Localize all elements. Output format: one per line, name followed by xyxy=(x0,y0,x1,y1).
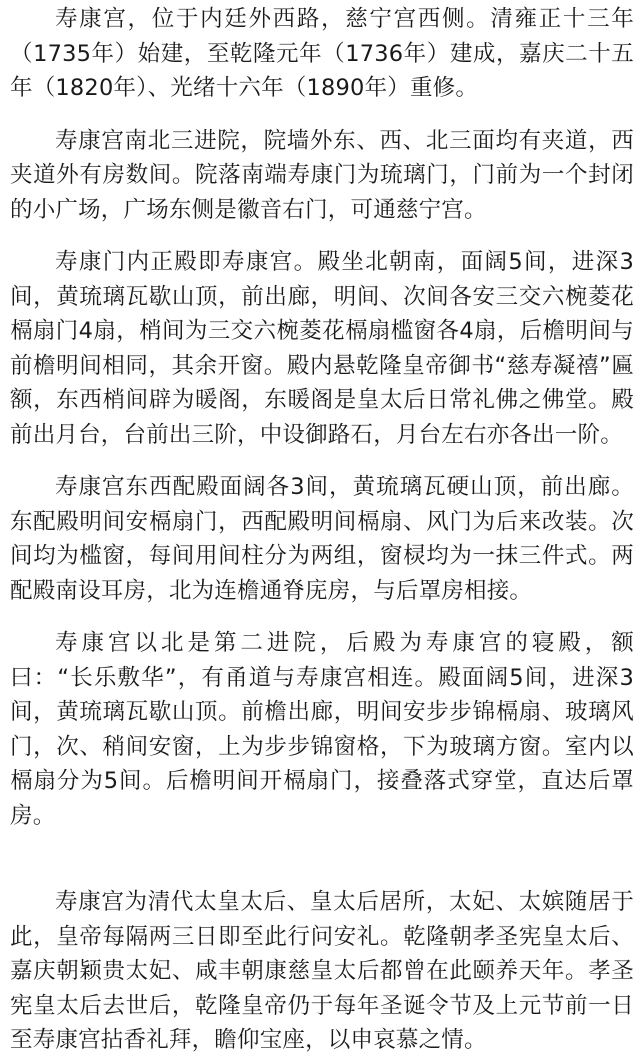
paragraph-history: 寿康宫，位于内廷外西路，慈宁宫西侧。清雍正十三年（1735年）始建，至乾隆元年（1736年）建成，嘉庆二十五年（1820年）、光绪十六年（1890年）重修。 xyxy=(10,6,634,101)
paragraph-courtyard-layout: 寿康宫南北三进院，院墙外东、西、北三面均有夹道，西夹道外有房数间。院落南端寿康门为琉璃门，门前为一个封闭的小广场，广场东侧是徽音右门，可通慈宁宫。 xyxy=(10,127,634,223)
article-body xyxy=(10,2,634,1058)
section-spacer xyxy=(10,833,634,885)
paragraph-rear-hall: 寿康宫以北是第二进院，后殿为寿康宫的寝殿，额曰：“长乐敷华”，有甬道与寿康宫相连。殿面阔5间，进深3间，黄琉璃瓦歇山顶。前檐出廊，明间安步步锦槅扇、玻璃风门，次、稍间安窗，上为步步锦窗格，下为玻璃方窗。室内以槅扇分为5间。后檐明间开槅扇门，接叠落式穿堂，直达后罩房。 xyxy=(10,630,634,829)
paragraph-side-halls: 寿康宫东西配殿面阔各3间，黄琉璃瓦硬山顶，前出廊。东配殿明间安槅扇门，西配殿明间槅扇、风门为后来改装。次间均为槛窗，每间用间柱分为两组，窗棂均为一抹三件式。两配殿南设耳房，北为连檐通脊庑房，与后罩房相接。 xyxy=(10,474,634,604)
paragraph-main-hall: 寿康门内正殿即寿康宫。殿坐北朝南，面阔5间，进深3间，黄琉璃瓦歇山顶，前出廊，明间、次间各安三交六椀菱花槅扇门4扇，梢间为三交六椀菱花槅扇槛窗各4扇，后檐明间与前檐明间相同，其余开窗。殿内悬乾隆皇帝御书“慈寿凝禧”匾额，东西梢间辟为暖阁，东暖阁是皇太后日常礼佛之佛堂。殿前出月台，台前出三阶，中设御路石，月台左右亦各出一阶。 xyxy=(10,249,634,448)
paragraph-residents: 寿康宫为清代太皇太后、皇太后居所，太妃、太嫔随居于此，皇帝每隔两三日即至此行问安礼。乾隆朝孝圣宪皇太后、嘉庆朝颖贵太妃、咸丰朝康慈皇太后都曾在此颐养天年。孝圣宪皇太后去世后，乾隆皇帝仍于每年圣诞令节及上元节前一日至寿康宫拈香礼拜，瞻仰宝座，以申哀慕之情。 xyxy=(10,889,634,1053)
